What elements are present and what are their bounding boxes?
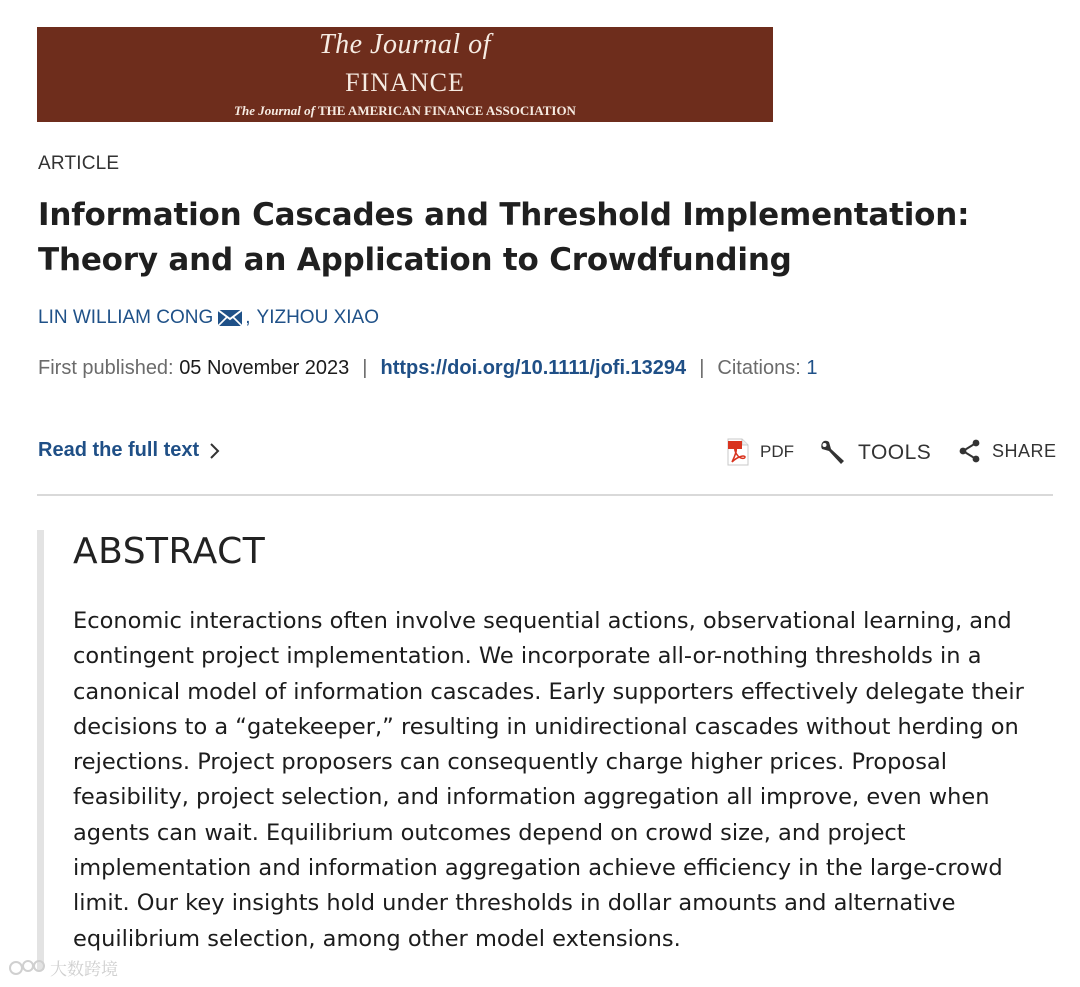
first-published-label: First published: <box>38 357 174 379</box>
separator: | <box>699 357 705 379</box>
tools-button[interactable] <box>818 438 931 468</box>
banner-line-3-italic: The Journal of <box>234 103 315 118</box>
author-separator: , <box>245 307 251 328</box>
pdf-label: PDF <box>760 442 794 461</box>
author-link-cong[interactable]: LIN WILLIAM CONG <box>38 307 214 328</box>
first-published-date: 05 November 2023 <box>179 357 350 379</box>
read-full-text-label: Read the full text <box>38 439 200 461</box>
separator: | <box>362 357 368 379</box>
publication-info <box>38 357 817 380</box>
section-divider <box>37 494 1053 496</box>
abstract-left-border <box>37 530 44 970</box>
doi-link[interactable]: https://doi.org/10.1111/jofi.13294 <box>380 357 687 379</box>
citations-label: Citations: <box>717 357 801 379</box>
chevron-right-icon <box>209 442 221 460</box>
pdf-icon <box>726 438 750 466</box>
watermark-logo-icon <box>8 957 46 979</box>
share-button[interactable] <box>958 438 1057 464</box>
tools-label: TOOLS <box>858 441 932 464</box>
banner-line-3-rest: THE AMERICAN FINANCE ASSOCIATION <box>317 103 576 118</box>
wrench-icon <box>818 438 848 468</box>
journal-banner-logo[interactable] <box>37 27 773 122</box>
watermark-text: 大数跨境 <box>50 960 118 980</box>
article-type: ARTICLE <box>38 153 120 174</box>
banner-line-3 <box>37 103 773 119</box>
article-title: Information Cascades and Threshold Implementation: Theory and an Application to Crowdfunding <box>38 197 970 278</box>
abstract-heading: ABSTRACT <box>73 531 266 572</box>
share-icon <box>958 438 982 464</box>
banner-line-2: FINANCE <box>345 68 465 97</box>
abstract-text: Economic interactions often involve sequential actions, observational learning, and contingent project implementation. We incorporate all-or-nothing thresholds in a canonical model of information cascades. Early supporters effectively delegate their decisions to a “gatekeeper,” resulting in unidirectional cascades without herding on rejections. Project proposers can consequently charge higher prices. Proposal feasibility, project selection, and information aggregation all improve, even when agents can wait. Equilibrium outcomes depend on crowd size, and project implementation and information aggregation achieve efficiency in the large-crowd limit. Our key insights hold under thresholds in dollar amounts and alternative equilibrium selection, among other model extensions. <box>73 608 1024 952</box>
read-full-text-link[interactable] <box>38 439 221 462</box>
author-list <box>38 307 379 329</box>
watermark <box>8 955 118 980</box>
banner-line-1: The Journal of <box>319 29 491 60</box>
citations-count-link[interactable]: 1 <box>806 357 818 379</box>
share-label: SHARE <box>992 440 1057 461</box>
pdf-button[interactable] <box>726 438 794 466</box>
author-link-xiao[interactable]: YIZHOU XIAO <box>256 307 379 328</box>
mail-icon[interactable] <box>217 309 243 327</box>
